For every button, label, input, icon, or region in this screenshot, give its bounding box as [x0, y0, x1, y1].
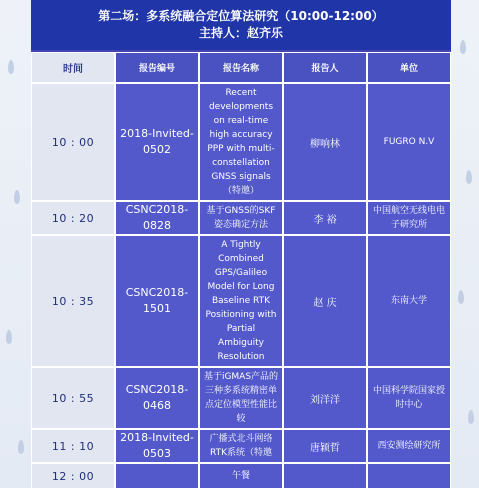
- report-title: 基于GNSS的SKF姿态确定方法: [199, 201, 283, 235]
- report-code: [115, 463, 199, 488]
- row-time: 11 : 10: [31, 429, 115, 463]
- speaker-unit: 东南大学: [367, 235, 451, 367]
- speaker-name: 唐颖哲: [283, 429, 367, 463]
- raindrop-decoration: [14, 190, 20, 204]
- report-code: CSNC2018-0468: [115, 367, 199, 429]
- raindrop-decoration: [6, 330, 12, 344]
- column-header-code: 报告编号: [115, 52, 199, 83]
- report-title: 午餐: [199, 463, 283, 488]
- speaker-name: 赵 庆: [283, 235, 367, 367]
- report-code: 2018-Invited-0502: [115, 83, 199, 201]
- speaker-name: 柳响林: [283, 83, 367, 201]
- column-header-title: 报告名称: [199, 52, 283, 83]
- row-time: 10 : 35: [31, 235, 115, 367]
- column-header-speaker: 报告人: [283, 52, 367, 83]
- column-header-time: 时间: [31, 52, 115, 83]
- report-title: 广播式北斗网络RTK系统（特邀: [199, 429, 283, 463]
- raindrop-decoration: [458, 290, 464, 304]
- table-row: [31, 463, 451, 488]
- raindrop-decoration: [18, 440, 24, 454]
- row-time: 10 : 20: [31, 201, 115, 235]
- session-header: [31, 0, 451, 50]
- table-row: [31, 83, 451, 201]
- table-header-row: [31, 52, 451, 83]
- row-time: 10 : 00: [31, 83, 115, 201]
- speaker-name: 李 裕: [283, 201, 367, 235]
- row-time: 12 : 00: [31, 463, 115, 488]
- table-row: [31, 235, 451, 367]
- schedule-table: [31, 52, 451, 488]
- speaker-unit: FUGRO N.V: [367, 83, 451, 201]
- raindrop-decoration: [460, 40, 466, 54]
- session-title: 第二场：多系统融合定位算法研究（10:00-12:00）: [98, 9, 384, 23]
- session-host: 主持人：赵齐乐: [198, 26, 283, 40]
- speaker-name: [283, 463, 367, 488]
- report-title: 基于iGMAS产品的三种多系统精密单点定位模型性能比较: [199, 367, 283, 429]
- report-title: Recent developments on real-time high accuracy PPP with multi-constellation GNSS signals（特邀）: [199, 83, 283, 201]
- table-row: [31, 367, 451, 429]
- raindrop-decoration: [8, 60, 14, 74]
- table-row: [31, 201, 451, 235]
- speaker-unit: 中国航空无线电电子研究所: [367, 201, 451, 235]
- row-time: 10 : 55: [31, 367, 115, 429]
- raindrop-decoration: [466, 170, 472, 184]
- speaker-unit: 西安测绘研究所: [367, 429, 451, 463]
- speaker-name: 刘洋洋: [283, 367, 367, 429]
- report-code: 2018-Invited-0503: [115, 429, 199, 463]
- speaker-unit: [367, 463, 451, 488]
- speaker-unit: 中国科学院国家授时中心: [367, 367, 451, 429]
- table-row: [31, 429, 451, 463]
- report-code: CSNC2018-1501: [115, 235, 199, 367]
- report-code: CSNC2018-0828: [115, 201, 199, 235]
- raindrop-decoration: [468, 410, 474, 424]
- report-title: A Tightly Combined GPS/Galileo Model for Long Baseline RTK Positioning with Partial Ambiguity Resolution: [199, 235, 283, 367]
- schedule-card: [31, 0, 451, 488]
- column-header-unit: 单位: [367, 52, 451, 83]
